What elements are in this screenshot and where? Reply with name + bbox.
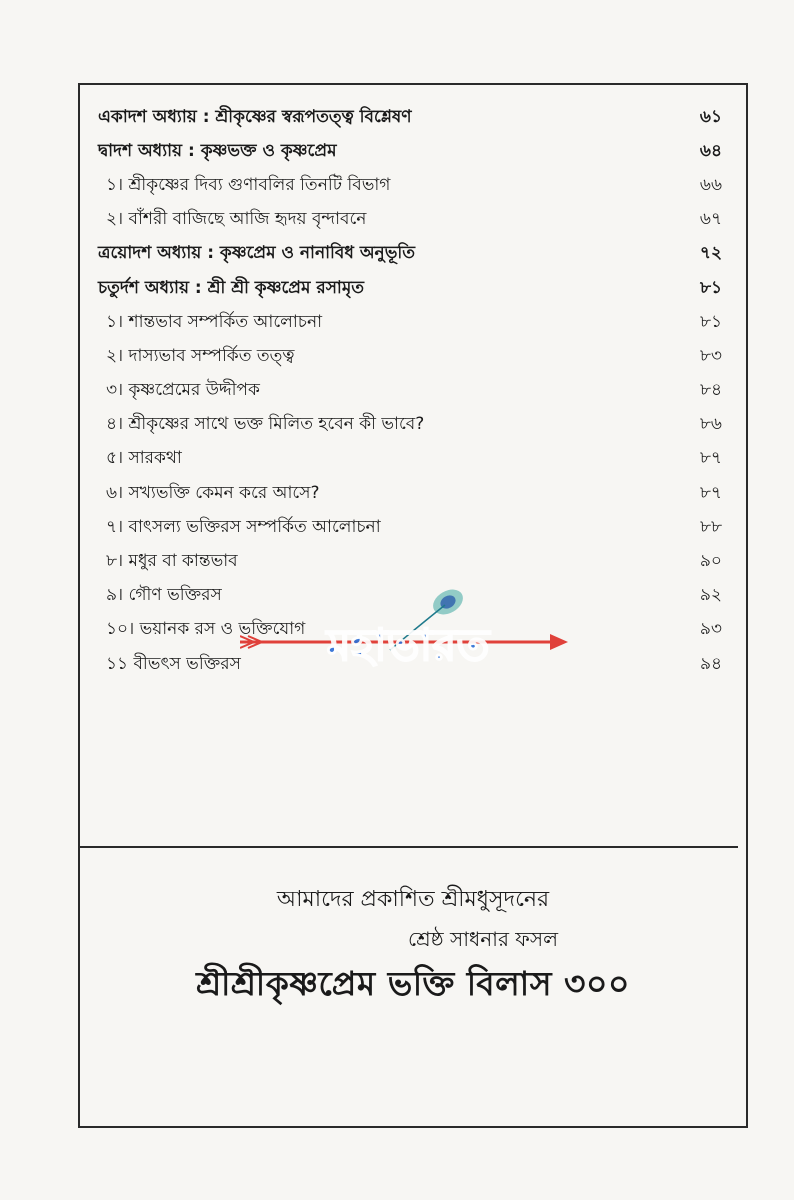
toc-entry-title: ২। বাঁশরী বাজিছে আজি হৃদয় বৃন্দাবনে: [106, 209, 367, 230]
toc-page-number: ৮১: [699, 311, 722, 332]
section-divider: [78, 846, 738, 848]
toc-entry-title: ৬। সখ্যভক্তি কেমন করে আসে?: [106, 482, 320, 503]
toc-entry-title: ৩। কৃষ্ণপ্রেমের উদ্দীপক: [106, 380, 260, 401]
toc-entry-title: ১০। ভয়ানক রস ও ভক্তিযোগ: [106, 619, 306, 640]
toc-chapter-row: [98, 100, 724, 134]
ad-book-title: শ্রীশ্রীকৃষ্ণপ্রেম ভক্তি বিলাস ৩০০: [196, 964, 630, 1003]
toc-page-number: ৮৭: [699, 448, 722, 469]
toc-chapter-row: [98, 271, 724, 305]
toc-entry-title: চতুর্দশ অধ্যায় : শ্রী শ্রী কৃষ্ণপ্রেম রসামৃত: [98, 277, 365, 298]
toc-entry-title: একাদশ অধ্যায় : শ্রীকৃষ্ণের স্বরূপতত্ত্ব বিশ্লেষণ: [98, 106, 412, 127]
toc-section-row: [98, 203, 724, 237]
watermark-text: মহাভারত: [326, 620, 490, 671]
toc-section-row: [98, 305, 724, 339]
toc-page-number: ৯২: [699, 585, 722, 606]
advertisement-block: [78, 880, 748, 1010]
toc-section-row: [98, 168, 724, 202]
toc-page-number: ৭২: [699, 243, 722, 264]
toc-section-row: [98, 408, 724, 442]
toc-page-number: ৯৪: [699, 653, 722, 674]
toc-page-number: ৮৪: [699, 380, 722, 401]
toc-page-number: ৮৮: [699, 516, 722, 537]
toc-page-number: ৮১: [699, 277, 722, 298]
toc-entry-title: ১। শান্তভাব সম্পর্কিত আলোচনা: [106, 311, 323, 332]
toc-entry-title: ৮। মধুর বা কান্তভাব: [106, 551, 238, 572]
toc-entry-title: ১। শ্রীকৃষ্ণের দিব্য গুণাবলির তিনটি বিভাগ: [106, 174, 391, 195]
toc-entry-title: ৫। সারকথা: [106, 448, 182, 469]
toc-entry-title: ত্রয়োদশ অধ্যায় : কৃষ্ণপ্রেম ও নানাবিধ অনুভূতি: [98, 243, 415, 264]
toc-chapter-row: [98, 237, 724, 271]
toc-entry-title: ২। দাস্যভাব সম্পর্কিত তত্ত্ব: [106, 345, 295, 366]
toc-entry-title: ১১ বীভৎস ভক্তিরস: [106, 653, 241, 674]
toc-section-row: [98, 339, 724, 373]
toc-page-number: ৬৪: [699, 140, 722, 161]
toc-page-number: ৬১: [699, 106, 722, 127]
toc-entry-title: ৪। শ্রীকৃষ্ণের সাথে ভক্ত মিলিত হবেন কী ভাবে?: [106, 414, 425, 435]
toc-section-row: [98, 510, 724, 544]
toc-section-row: [98, 374, 724, 408]
toc-chapter-row: [98, 134, 724, 168]
toc-section-row: [98, 544, 724, 578]
toc-page-number: ৯৩: [699, 619, 722, 640]
toc-page-number: ৬৬: [699, 174, 722, 195]
toc-page-number: ৬৭: [699, 209, 722, 230]
ad-line-1: আমাদের প্রকাশিত শ্রীমধুসূদনের: [276, 887, 550, 912]
toc-entry-title: ৯। গৌণ ভক্তিরস: [106, 585, 222, 606]
toc-section-row: [98, 442, 724, 476]
toc-page-number: ৮৩: [699, 345, 722, 366]
toc-page-number: ৮৬: [699, 414, 722, 435]
toc-page-number: ৮৭: [699, 482, 722, 503]
watermark-logo: [240, 580, 570, 690]
ad-line-2: শ্রেষ্ঠ সাধনার ফসল: [407, 927, 559, 951]
toc-section-row: [98, 476, 724, 510]
toc-page-number: ৯০: [699, 551, 722, 572]
toc-entry-title: দ্বাদশ অধ্যায় : কৃষ্ণভক্ত ও কৃষ্ণপ্রেম: [98, 140, 337, 161]
toc-entry-title: ৭। বাৎসল্য ভক্তিরস সম্পর্কিত আলোচনা: [106, 516, 381, 537]
